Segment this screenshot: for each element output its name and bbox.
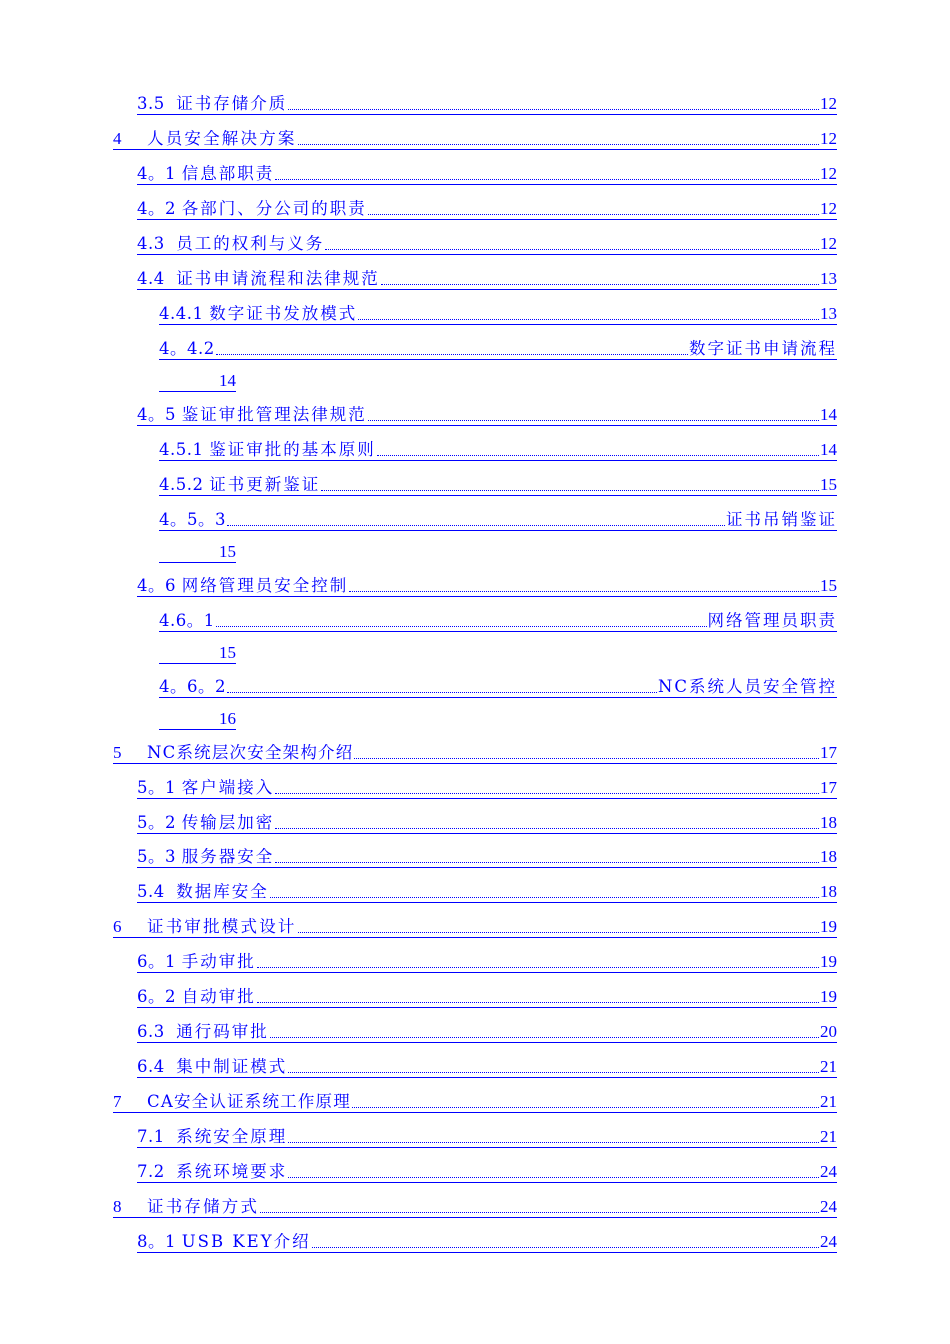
- toc-entry-page: 24: [820, 1232, 837, 1251]
- toc-entry-title: 集中制证模式: [176, 1057, 288, 1076]
- toc-entry-5-2[interactable]: [137, 811, 837, 834]
- toc-entry-4-5[interactable]: [137, 403, 837, 426]
- toc-entry-number: 6: [113, 917, 122, 936]
- toc-entry-4-6-2[interactable]: [159, 675, 837, 698]
- toc-entry-number: 5。3: [137, 847, 182, 866]
- toc-entry-number: 7.1: [137, 1127, 177, 1146]
- toc-entry-6-4[interactable]: [137, 1055, 837, 1078]
- toc-entry-number: 4.5.2: [159, 475, 210, 494]
- toc-entry-title: 系统环境要求: [176, 1162, 288, 1181]
- toc-entry-number: 4.6。1: [159, 611, 215, 630]
- toc-entry-4-6-1[interactable]: [159, 609, 837, 632]
- toc-entry-number: 7: [113, 1092, 122, 1111]
- toc-entry-title: NC系统层次安全架构介绍: [147, 743, 354, 762]
- toc-entry-title: 数据库安全: [176, 882, 269, 901]
- toc-entry-number: 4。4.2: [159, 339, 215, 358]
- toc-entry-4-1[interactable]: [137, 162, 837, 185]
- toc-entry-5[interactable]: [113, 741, 837, 764]
- dot-leader: [257, 1001, 819, 1003]
- toc-entry-number: 4。5: [137, 405, 182, 424]
- toc-entry-title: 网络管理员安全控制: [181, 576, 349, 595]
- dot-leader: [352, 1106, 819, 1108]
- toc-entry-page: 12: [820, 129, 837, 148]
- dot-leader: [227, 691, 657, 693]
- toc-entry-7-1[interactable]: [137, 1125, 837, 1148]
- toc-entry-title: 客户端接入: [181, 778, 275, 797]
- dot-leader: [368, 213, 819, 215]
- toc-entry-page-line[interactable]: [159, 540, 236, 563]
- toc-entry-6-3[interactable]: [137, 1020, 837, 1043]
- toc-entry-page: 12: [820, 199, 837, 218]
- toc-entry-number: 4。1: [137, 164, 182, 183]
- toc-entry-6-1[interactable]: [137, 950, 837, 973]
- toc-entry-number: 4.5.1: [159, 440, 210, 459]
- dot-leader: [275, 861, 819, 863]
- toc-entry-page-line[interactable]: [159, 641, 236, 664]
- toc-entry-4-2[interactable]: [137, 197, 837, 220]
- toc-entry-title: 证书吊销鉴证: [726, 510, 837, 529]
- toc-entry-title: NC系统人员安全管控: [657, 677, 837, 696]
- toc-entry-page: 12: [820, 94, 837, 113]
- dot-leader: [381, 283, 819, 285]
- toc-entry-page: 24: [820, 1162, 837, 1181]
- dot-leader: [270, 1036, 819, 1038]
- dot-leader: [227, 524, 725, 526]
- toc-entry-title: 信息部职责: [181, 164, 275, 183]
- toc-entry-title: 自动审批: [181, 987, 256, 1006]
- toc-entry-page: 15: [219, 643, 236, 662]
- toc-entry-number: 6。2: [137, 987, 182, 1006]
- toc-entry-page: 15: [820, 475, 837, 494]
- toc-entry-6[interactable]: [113, 915, 837, 938]
- toc-entry-number: 3.5: [137, 94, 177, 113]
- toc-entry-page: 13: [820, 269, 837, 288]
- toc-entry-page: 21: [820, 1092, 837, 1111]
- dot-leader: [321, 489, 819, 491]
- toc-entry-number: 4。6。2: [159, 677, 226, 696]
- toc-entry-page: 15: [820, 576, 837, 595]
- toc-entry-page: 14: [820, 440, 837, 459]
- toc-entry-title: 数字证书发放模式: [209, 304, 358, 323]
- dot-leader: [368, 419, 819, 421]
- toc-entry-number: 4.4: [137, 269, 177, 288]
- dot-leader: [275, 827, 819, 829]
- toc-entry-number: 6.4: [137, 1057, 177, 1076]
- toc-entry-page: 18: [820, 882, 837, 901]
- toc-entry-number: 4。2: [137, 199, 182, 218]
- toc-entry-number: 5.4: [137, 882, 177, 901]
- toc-entry-title: 证书更新鉴证: [209, 475, 321, 494]
- toc-entry-number: 6。1: [137, 952, 182, 971]
- toc-entry-page: 19: [820, 987, 837, 1006]
- toc-entry-title: USB KEY介绍: [181, 1232, 311, 1251]
- toc-entry-number: 6.3: [137, 1022, 177, 1041]
- toc-entry-title: 证书申请流程和法律规范: [176, 269, 380, 288]
- toc-entry-5-1[interactable]: [137, 776, 837, 799]
- toc-entry-page: 18: [820, 847, 837, 866]
- toc-entry-5-3[interactable]: [137, 845, 837, 868]
- dot-leader: [216, 625, 707, 627]
- toc-entry-page: 18: [820, 813, 837, 832]
- toc-entry-page: 17: [820, 778, 837, 797]
- dot-leader: [270, 896, 819, 898]
- toc-entry-title: 通行码审批: [176, 1022, 269, 1041]
- toc-entry-number: 4.4.1: [159, 304, 210, 323]
- toc-entry-page: 21: [820, 1057, 837, 1076]
- toc-entry-page: 24: [820, 1197, 837, 1216]
- toc-entry-title: CA安全认证系统工作原理: [147, 1092, 351, 1111]
- toc-entry-title: 系统安全原理: [176, 1127, 288, 1146]
- dot-leader: [288, 1141, 819, 1143]
- toc-entry-7[interactable]: [113, 1090, 837, 1113]
- toc-entry-page: 16: [219, 709, 236, 728]
- dot-leader: [298, 931, 819, 933]
- dot-leader: [260, 1211, 819, 1213]
- toc-entry-title: 手动审批: [181, 952, 256, 971]
- toc-entry-page: 13: [820, 304, 837, 323]
- toc-entry-4[interactable]: [113, 127, 837, 150]
- toc-entry-8[interactable]: [113, 1195, 837, 1218]
- toc-entry-4-4[interactable]: [137, 267, 837, 290]
- dot-leader: [288, 1071, 819, 1073]
- toc-entry-title: 各部门、分公司的职责: [181, 199, 367, 218]
- toc-entry-title: 证书审批模式设计: [147, 917, 297, 936]
- toc-entry-page: 19: [820, 952, 837, 971]
- toc-entry-title: 服务器安全: [181, 847, 275, 866]
- toc-entry-page: 12: [820, 164, 837, 183]
- toc-entry-3-5[interactable]: [137, 92, 837, 115]
- dot-leader: [354, 757, 819, 759]
- dot-leader: [377, 454, 819, 456]
- toc-entry-page: 15: [219, 542, 236, 561]
- dot-leader: [216, 353, 688, 355]
- toc-entry-title: 数字证书申请流程: [689, 339, 837, 358]
- toc-entry-page: 19: [820, 917, 837, 936]
- toc-entry-number: 8: [113, 1197, 122, 1216]
- toc-entry-4-6[interactable]: [137, 574, 837, 597]
- toc-entry-4-4-2[interactable]: [159, 337, 837, 360]
- toc-entry-7-2[interactable]: [137, 1160, 837, 1183]
- toc-entry-title: 鉴证审批的基本原则: [209, 440, 376, 459]
- toc-entry-number: 4。5。3: [159, 510, 226, 529]
- dot-leader: [275, 178, 819, 180]
- toc-entry-title: 鉴证审批管理法律规范: [181, 405, 367, 424]
- toc-entry-page: 17: [820, 743, 837, 762]
- dot-leader: [288, 1176, 819, 1178]
- toc-entry-4-4-1[interactable]: [159, 302, 837, 325]
- toc-entry-number: 4。6: [137, 576, 182, 595]
- toc-entry-number: 5: [113, 743, 122, 762]
- toc-entry-4-3[interactable]: [137, 232, 837, 255]
- toc-entry-page: 14: [820, 405, 837, 424]
- toc-entry-5-4[interactable]: [137, 880, 837, 903]
- toc-entry-number: 5。2: [137, 813, 182, 832]
- dot-leader: [298, 143, 819, 145]
- toc-entry-6-2[interactable]: [137, 985, 837, 1008]
- dot-leader: [358, 318, 819, 320]
- dot-leader: [275, 792, 819, 794]
- toc-entry-number: 8。1: [137, 1232, 182, 1251]
- toc-entry-page-line[interactable]: [159, 707, 236, 730]
- toc-entry-number: 4: [113, 129, 122, 148]
- toc-entry-title: 人员安全解决方案: [147, 129, 297, 148]
- dot-leader: [349, 590, 819, 592]
- toc-entry-8-1[interactable]: [137, 1230, 837, 1253]
- dot-leader: [288, 108, 819, 110]
- toc-entry-page-line[interactable]: [159, 369, 236, 392]
- toc-entry-title: 证书存储介质: [176, 94, 288, 113]
- toc-entry-number: 7.2: [137, 1162, 177, 1181]
- toc-entry-page: 20: [820, 1022, 837, 1041]
- toc-entry-4-5-1[interactable]: [159, 438, 837, 461]
- toc-entry-title: 员工的权利与义务: [176, 234, 325, 253]
- toc-entry-page: 21: [820, 1127, 837, 1146]
- toc-entry-number: 5。1: [137, 778, 182, 797]
- toc-entry-number: 4.3: [137, 234, 177, 253]
- dot-leader: [312, 1246, 819, 1248]
- toc-entry-page: 14: [219, 371, 236, 390]
- toc-entry-page: 12: [820, 234, 837, 253]
- toc-entry-title: 网络管理员职责: [707, 611, 837, 630]
- toc-entry-4-5-2[interactable]: [159, 473, 837, 496]
- toc-entry-title: 传输层加密: [181, 813, 275, 832]
- toc-entry-4-5-3[interactable]: [159, 508, 837, 531]
- dot-leader: [325, 248, 819, 250]
- toc-entry-title: 证书存储方式: [147, 1197, 260, 1216]
- dot-leader: [257, 966, 819, 968]
